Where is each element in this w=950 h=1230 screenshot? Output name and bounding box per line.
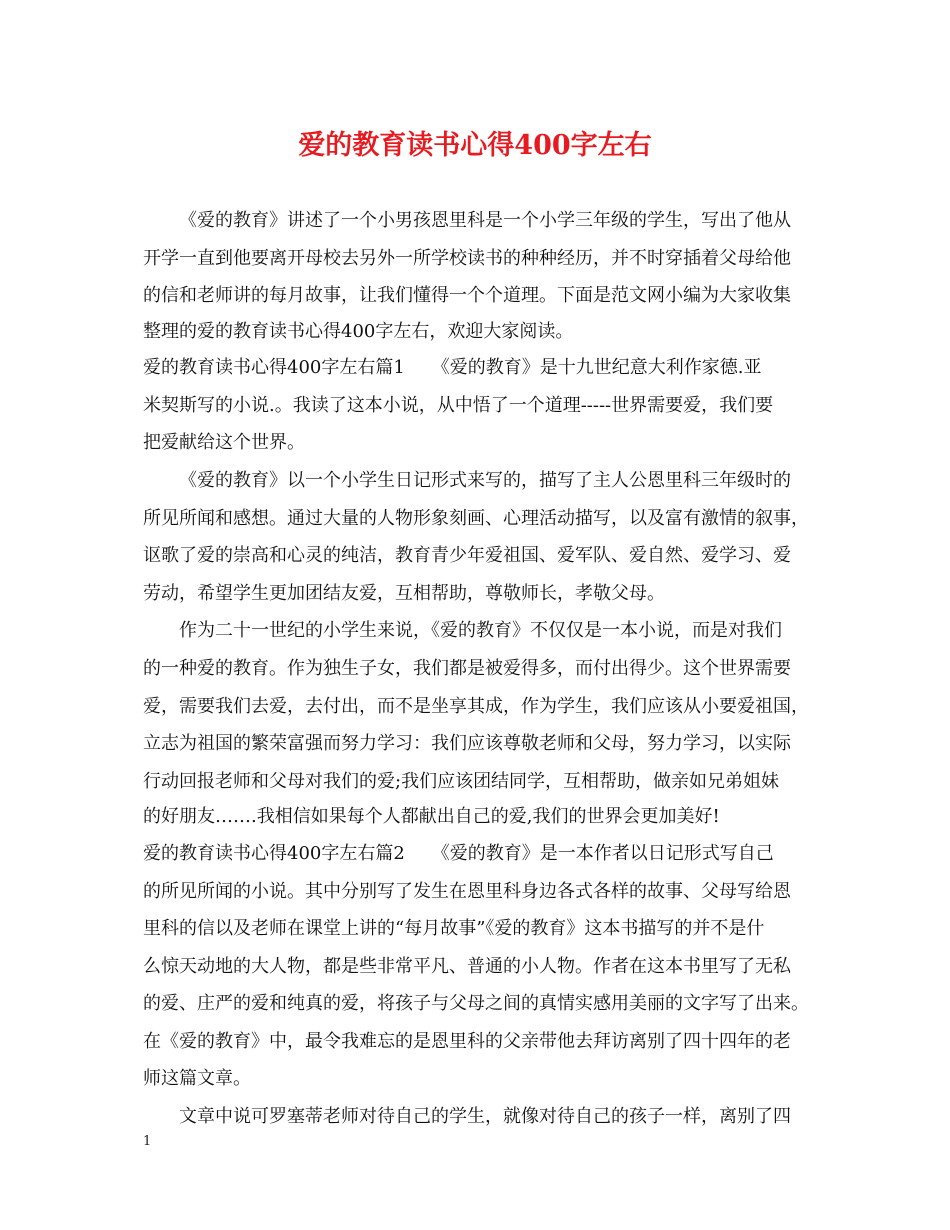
text-line: 米契斯写的小说.。我读了这本小说，从中悟了一个道理-----世界需要爱，我们要 <box>143 394 774 416</box>
text-line: 立志为祖国的繁荣富强而努力学习：我们应该尊敬老师和父母，努力学习，以实际 <box>143 733 791 755</box>
text-line: 的好朋友…….我相信如果每个人都献出自己的爱,我们的世界会更加美好! <box>143 806 720 828</box>
text-line: 的信和老师讲的每月故事，让我们懂得一个个道理。下面是范文网小编为大家收集 <box>143 285 791 307</box>
text-line: 讴歌了爱的崇高和心灵的纯洁，教育青少年爱祖国、爱军队、爱自然、爱学习、爱 <box>143 545 791 567</box>
text-line: 把爱献给这个世界。 <box>143 432 305 454</box>
text-line: 所见所闻和感想。通过大量的人物形象刻画、心理活动描写，以及富有激情的叙事， <box>143 507 809 529</box>
section-heading-line: 爱的教育读书心得400字左右篇1 《爱的教育》是十九世纪意大利作家德.亚 <box>143 357 762 379</box>
text-line: 劳动，希望学生更加团结友爱，互相帮助，尊敬师长，孝敬父母。 <box>143 582 665 604</box>
text-line: 的一种爱的教育。作为独生子女，我们都是被爱得多，而付出得少。这个世界需要 <box>143 658 791 680</box>
page-title: 爱的教育读书心得400字左右 <box>298 130 652 161</box>
text-line: 在《爱的教育》中，最令我难忘的是恩里科的父亲带他去拜访离别了四十四年的老 <box>143 1030 791 1052</box>
text-line: 行动回报老师和父母对我们的爱;我们应该团结同学，互相帮助，做亲如兄弟姐妹 <box>143 770 780 792</box>
text-line: 里科的信以及老师在课堂上讲的“每月故事”《爱的教育》这本书描写的并不是什 <box>143 918 765 940</box>
text-line: 么惊天动地的大人物，都是些非常平凡、普通的小人物。作者在这本书里写了无私 <box>143 955 791 977</box>
section-heading-line: 爱的教育读书心得400字左右篇2 《爱的教育》是一本作者以日记形式写自己 <box>143 842 774 864</box>
text-line: 文章中说可罗塞蒂老师对待自己的学生，就像对待自己的孩子一样，离别了四 <box>179 1106 791 1128</box>
text-line: 开学一直到他要离开母校去另外一所学校读书的种种经历，并不时穿插着父母给他 <box>143 247 791 269</box>
text-line: 爱，需要我们去爱，去付出，而不是坐享其成，作为学生，我们应该从小要爱祖国， <box>143 695 809 717</box>
text-line: 的爱、庄严的爱和纯真的爱，将孩子与父母之间的真情实感用美丽的文字写了出来。 <box>143 993 809 1015</box>
article-body <box>143 202 823 1136</box>
text-line: 师这篇文章。 <box>143 1068 251 1090</box>
text-line: 《爱的教育》讲述了一个小男孩恩里科是一个小学三年级的学生，写出了他从 <box>179 210 791 231</box>
text-line: 作为二十一世纪的小学生来说，《爱的教育》不仅仅是一本小说，而是对我们 <box>179 620 782 642</box>
text-line: 《爱的教育》以一个小学生日记形式来写的，描写了主人公恩里科三年级时的 <box>179 470 791 492</box>
text-line: 整理的爱的教育读书心得400字左右，欢迎大家阅读。 <box>143 320 574 342</box>
text-line: 的所见所闻的小说。其中分别写了发生在恩里科身边各式各样的故事、父母写给恩 <box>143 880 791 902</box>
page-number: 1 <box>143 1134 152 1149</box>
